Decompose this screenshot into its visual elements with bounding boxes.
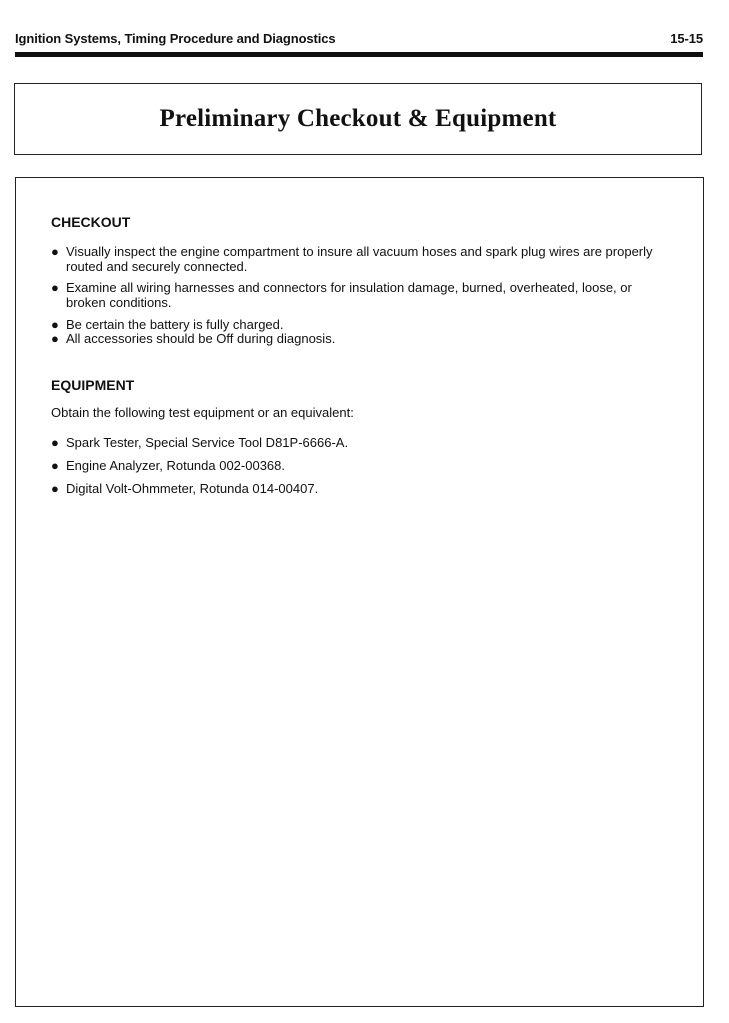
checkout-item-text: Examine all wiring harnesses and connectors for insulation damage, burned, overheated, loose, or broken conditions. [66, 280, 632, 310]
bullet-icon: ● [51, 435, 59, 450]
bullet-icon: ● [51, 331, 59, 346]
equipment-item-text: Digital Volt-Ohmmeter, Rotunda 014-00407. [66, 481, 319, 496]
bullet-icon: ● [51, 244, 59, 259]
section-title: Ignition Systems, Timing Procedure and Diagnostics [15, 31, 336, 46]
header-rule [15, 52, 703, 57]
equipment-heading: EQUIPMENT [51, 377, 135, 393]
title-box [14, 83, 702, 155]
bullet-icon: ● [51, 458, 59, 473]
bullet-icon: ● [51, 317, 59, 332]
bullet-icon: ● [51, 280, 59, 295]
checkout-item [51, 244, 671, 274]
equipment-item-text: Spark Tester, Special Service Tool D81P-6666-A. [66, 435, 349, 450]
checkout-item-text: Be certain the battery is fully charged. [66, 317, 284, 332]
page-title: Preliminary Checkout & Equipment [159, 105, 557, 132]
content-box [15, 177, 704, 1007]
checkout-item-text: Visually inspect the engine compartment to insure all vacuum hoses and spark plug wires are properly routed and securely connected. [66, 244, 653, 274]
page-number: 15-15 [670, 31, 703, 46]
equipment-item [51, 481, 671, 496]
checkout-item [51, 280, 671, 310]
checkout-item-text: All accessories should be Off during diagnosis. [66, 331, 336, 346]
equipment-item [51, 458, 671, 473]
checkout-item [51, 317, 671, 332]
running-header [15, 31, 703, 49]
equipment-intro: Obtain the following test equipment or an equivalent: [51, 405, 354, 420]
checkout-heading: CHECKOUT [51, 214, 131, 230]
bullet-icon: ● [51, 481, 59, 496]
equipment-item [51, 435, 671, 450]
checkout-item [51, 331, 671, 346]
equipment-item-text: Engine Analyzer, Rotunda 002-00368. [66, 458, 286, 473]
